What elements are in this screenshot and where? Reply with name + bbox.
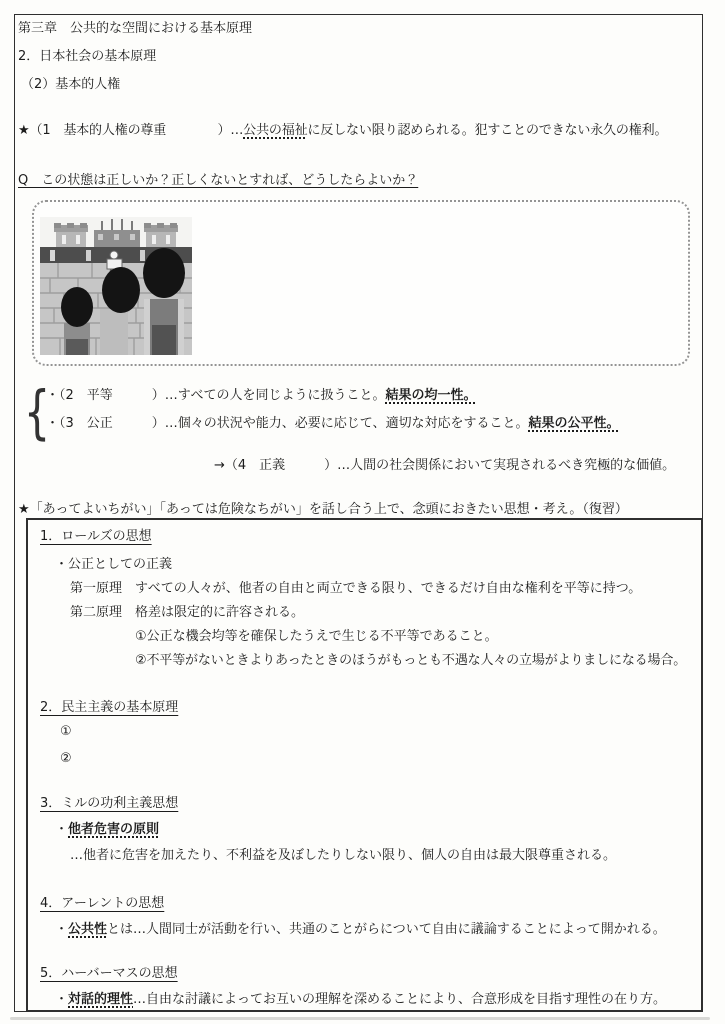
item-justice: [214, 457, 698, 474]
question-line: [18, 172, 698, 189]
rawls-principle2: [70, 604, 701, 621]
mill-principle-term: 他者危害の原則: [68, 822, 160, 837]
habermas-title-text: 5．ハーバーマスの思想: [40, 966, 178, 981]
equality-emphasis: 結果の均一性。: [385, 388, 477, 403]
arendt-bullet: [55, 921, 701, 938]
democracy-title-text: 2．民主主義の基本原理: [40, 700, 179, 715]
mill-principle: [55, 821, 701, 838]
democracy-item-1: ①: [60, 724, 72, 739]
chapter-title: 第三章 公共的な空間における基本原理: [18, 21, 253, 36]
point1-tail: に反しない限り認められる。犯すことのできない永久の権利。: [307, 123, 668, 138]
subsection-title: （2）基本的人権: [21, 77, 121, 92]
point1-lead: ★（1 基本的人権の尊重 ）…: [18, 123, 244, 138]
mill-text: …他者に危害を加えたり、不利益を及ぼしたりしない限り、個人の自由は最大限尊重される。: [70, 848, 617, 863]
habermas-title: [40, 965, 701, 982]
habermas-bullet: [55, 991, 701, 1008]
arendt-text: とは…人間同士が活動を行い、共通のことがらについて自由に議論することによって開かれる。: [107, 922, 666, 937]
principle1-text: すべての人々が、他者の自由と両立できる限り、できるだけ自由な権利を平等に持つ。: [135, 581, 642, 596]
rawls-bullet: ・公正としての正義: [55, 557, 173, 572]
fairness-brace-group: [23, 378, 698, 446]
question-text: Q この状態は正しいか？正しくないとすれば、どうしたらよいか？: [18, 173, 419, 188]
point-basic-human-rights: [18, 122, 698, 139]
section-title: 2．日本社会の基本原理: [18, 49, 157, 64]
justice-body: 人間の社会関係において実現されるべき究極的な価値。: [350, 458, 676, 473]
rawls-title-text: 1．ロールズの思想: [40, 529, 152, 544]
mill-title: [40, 795, 701, 812]
democracy-item-2: ②: [60, 751, 72, 766]
principle1-label: 第一原理: [70, 581, 123, 596]
point1-term-public-welfare: 公共の福祉: [243, 123, 308, 138]
scan-shadow-artifact: [10, 1017, 710, 1020]
left-curly-brace: {: [23, 378, 51, 446]
mill-title-text: 3．ミルの功利主義思想: [40, 796, 179, 811]
principle2-text: 格差は限定的に許容される。: [135, 605, 305, 620]
arendt-title: [40, 895, 701, 912]
equality-lead: ・（2 平等 ）…: [46, 388, 178, 403]
rawls-condition-2: ②不平等がないときよりあったときのほうがもっとも不遇な人々の立場がよりましになる場合。: [135, 653, 687, 668]
illustration-box: [32, 200, 690, 366]
bullet-marker: ・: [55, 922, 69, 937]
rawls-title: [40, 528, 701, 545]
fairness-lead: ・（3 公正 ）…: [46, 416, 178, 431]
rawls-condition-1: ①公正な機会均等を確保したうえで生じる不平等であること。: [135, 629, 498, 644]
principle2-label: 第二原理: [70, 605, 123, 620]
equality-body: すべての人を同じように扱うこと。: [177, 388, 386, 403]
bullet-marker: ・: [55, 992, 69, 1007]
fairness-emphasis: 結果の公平性。: [528, 416, 620, 431]
castle-guards-image: [40, 217, 192, 355]
item-equality: [46, 387, 620, 404]
thoughts-review-box: [26, 518, 703, 1012]
habermas-term: 対話的理性: [68, 992, 134, 1007]
justice-lead: →（4 正義 ）…: [214, 458, 351, 473]
fairness-body: 個々の状況や能力、必要に応じて、適切な対応をすること。: [177, 416, 529, 431]
bullet-marker: ・: [55, 822, 69, 837]
democracy-title: [40, 699, 701, 716]
point-discussion-premise: ★「あってよいちがい」「あっては危険なちがい」を話し合う上で、念頭におきたい思想・考え。（復習）: [18, 502, 628, 517]
arendt-term: 公共性: [68, 922, 108, 937]
habermas-text: …自由な討議によってお互いの理解を深めることにより、合意形成を目指す理性の在り方。: [133, 992, 667, 1007]
arendt-title-text: 4．アーレントの思想: [40, 896, 165, 911]
worksheet-border-frame: [14, 14, 703, 1012]
rawls-principle1: [70, 580, 701, 597]
item-fairness: [46, 415, 620, 432]
